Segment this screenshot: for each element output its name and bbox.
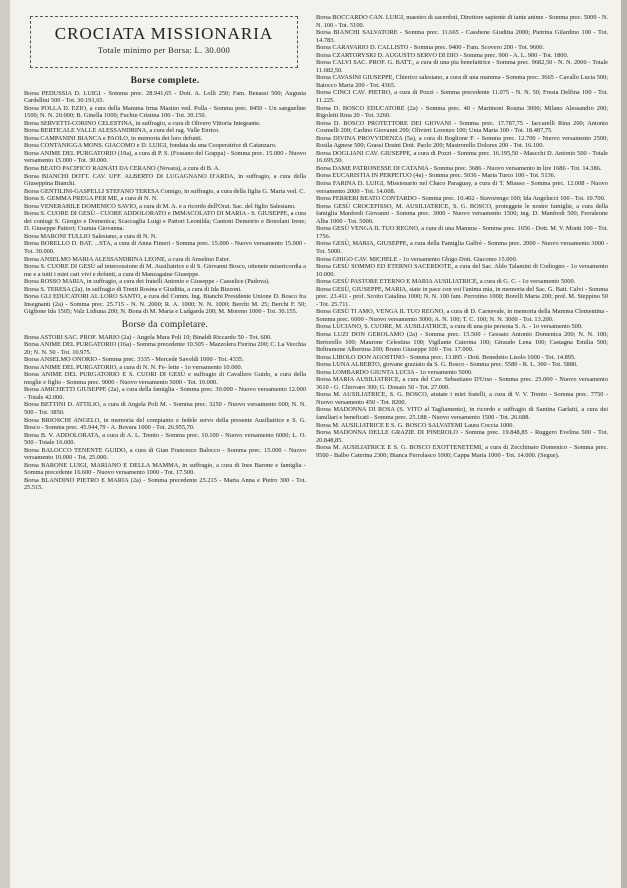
borsa-entry: Borsa ANIME DEL PURGATORIO (16a) - Somma precedente 10.505 - Mazzolera Fiorina 200; C. La Vecchia 20; N. N. 50 - Tot. 10.975. — [24, 341, 306, 356]
borsa-entry: Borsa SERVETTI-CORINO CELESTINA, in suffragio, a cura di Olivero Vittoria Integrante. — [24, 119, 261, 127]
borsa-entry: Borsa LIBOLO DON AGOSTINO - Somma prec. 13.895 - Dott. Benedetto Lisolo 1000 - Tot. 14.895. — [316, 353, 576, 361]
borsa-entry: Borsa CAMPANINI BIANCA e PAOLO, in memoria dei loro defunti. — [24, 134, 203, 142]
borsa-entry: Borsa CINCI CAV. PIETRO, a cura di Pozzi - Somma precedente 11.075 - N. N. 50; Fresia Delfina 100 - Tot. 11.225. — [316, 89, 608, 105]
borsa-entry: Borsa BIANCHI SALVATORE - Somma prec. 11.665 - Cassbene Giuditta 2000; Pietrina Gilardino 100 - Tot. 14.783. — [316, 29, 608, 44]
section-title-incomplete: Borse da completare. — [121, 319, 209, 330]
borsa-entry: Borsa AMICHETTI GIUSEPPE (2a), a cura della famiglia - Somma prec. 30.000 - Nuovo versamento 12.000 - Totale 42.000. — [24, 386, 306, 401]
borsa-entry: Borsa ANIME DEL PURGATORIO E S. CUORI DI GESÙ e suffragio di Cavallero Guido, a cura della moglie e figlio - Somma prec. 9000 - Nuovo versamento 5000 - Tot. 10.000. — [24, 371, 306, 386]
borsa-entry: Borsa POLLA D. EZIO, a cura della Mamma Irma Masino ved. Polla - Somma prec. 8450 - Un sangueline 1500; N. N. 20.000; B. Ginella 1000; Fuchin Cristina 100 - Tot. 30.150. — [24, 104, 306, 120]
left-column — [24, 14, 306, 492]
borsa-entry: Borsa BERTICALE VALLE ALESSANDRINA, a cura del rag. Valle Enrico. — [24, 127, 220, 135]
borsa-entry: Borsa D. BOSCO EDUCATORE (2a) - Somma prec. 40 - Martinoni Rosina 3000; Milano Alessandro 200; Rigoletti Rina 20 - Tot. 3260. — [316, 104, 608, 120]
borsa-entry: Borsa BRIOSCHI ANGELO, in memoria del compianto e fedele servo della presente Ausiliatrice e S. G. Bosco - Somma prec. 45.944,79 - A. Bovara 1000 - Tot. 26.955,70. — [24, 416, 306, 432]
borsa-entry: Borsa CARAVARIO D. CALLISTO - Somma prec. 9400 - Fam. Scovero 200 - Tot. 9600. — [316, 44, 544, 52]
right-column — [316, 14, 608, 459]
borsa-entry: Borsa BIANCHI DOTT. CAV. UFF. ALBERTO DI LUGAGNANO D'ARDA, in suffragio, a cura della Giuseppina Bianchi. — [24, 172, 306, 188]
borsa-entry: Borsa PEDUSSIA D. LUIGI - Somma prec. 28.941,65 - Dott. A. Lolli 250; Fam. Benassi 500; Augusta Cardellini 500 - Tot. 30.191,65. — [24, 89, 306, 105]
borsa-entry: Borsa S. TERESA (2a), in suffragio di Trenti Rosina e Giuditta, a cura di Ida Bizzoni. — [24, 285, 242, 293]
borsa-entry: Borsa GESÙ PASTORE ETERNO E MARIA AUSILIATRICE, a cura di G. C. - 1o versamento 5000. — [316, 278, 576, 286]
borsa-entry: Borsa MARONI TULLIO Salesiano, a cura di N. N. — [24, 232, 157, 240]
borsa-entry: Borsa CONTANIGGA MONS. GIACOMO e D. LUIGI, fondata da una Cooperatrice di Catanzaro. — [24, 142, 277, 150]
borsa-entry: Borsa GESÙ TI AMO, VENGA IL TUO REGNO, a cura di D. Carnevale, in memoria della Mamma Clementina - Somma prec. 6000 - Nuovo versamento 3000; A. N. 100; T. C. 100; N. N. 3000 - Tot. 13.200. — [316, 308, 608, 323]
borsa-entry: Borsa ANSELMO ONORIO - Somma prec. 3335 - Mercede Savoldi 1000 - Tot. 4335. — [24, 356, 244, 364]
borsa-entry: Borsa GLI EDUCATORI AL LORO SANTO, a cura del Comm. Ing. Bianchi Presidente Unione D. Bosco fra Insegnanti (2a) - Somma prec. 25.715 - N. N. 2000; R. A. 1000; N. N. 1000; Berchi M. 25; Berchi F. 50; Giglione Ida 1505; Valz Lidiuna 200; N. Bona di M. Maria e Ludgarda 200; M. Moreno 1000 - Tot. 30.155. — [24, 293, 306, 316]
borsa-entry: Borsa LUNA ALBERTO, giovane graziato da S. G. Bosco - Somma prec. 5580 - R. L. 300 - Tot. 5880. — [316, 361, 578, 369]
borsa-entry: Borsa BETTINI D. ATTILIO, a cura di Angela Poli M. - Somma prec. 3250 - Nuovo versamento 600; N. N. 500 - Tot. 3850. — [24, 401, 306, 416]
borsa-entry: Borsa MADONNA DI ROSA (S. VITO al Tagliamento), in ricordo e suffragio di Santina Garlatti, a cura dei familiari e beneficati - Somma prec. 25.188 - Nuovo versamento 1500 - Tot. 26.688. — [316, 406, 608, 421]
borsa-entry: Borsa S. CUORE DI GESÙ ad intercessione di M. Ausiliatrice e di S. Giovanni Bosco, ottenete misericordia a me e a tutti i miei cari vivi e defunti, a cura di Manzagaine Giuseppe. — [24, 263, 306, 278]
masthead-title: CROCIATA MISSIONARIA — [54, 24, 274, 43]
masthead-box — [30, 16, 298, 68]
borsa-entry: Borsa ANIME DEL PURGATORIO, a cura di N. N. Fe- lette - 1o versamento 10.000. — [24, 363, 243, 371]
page-binding-shadow — [0, 0, 10, 888]
borsa-entry: Borsa MARIA AUSILIATRICE, a cura del Cav. Sebastiano D'Urso - Somma prec. 25.000 - Nuovo versamento 3610 - G. Chiovaro 300; G. Donato 50 - Tot. 27.000. — [316, 376, 608, 391]
borsa-entry: Borsa MADONNA DELLE GRAZIE DI PINEROLO - Somma prec. 19.848,85 - Ruggero Evelina 500 - Tot. 20.848,85. — [316, 429, 608, 444]
borsa-entry: Borsa CZARTORYSKI D. AUGUSTO SERVO DI DIO - Somma prec. 900 - A. L. 900 - Tot. 1800. — [316, 51, 569, 59]
borsa-entry: Borsa DAME PATRONESSE DI CATANIA - Somma prec. 3686 - Nuovo versamento in lire 1686 - Tot. 14.386. — [316, 164, 602, 172]
borsa-entry: Borsa LUZI DON GEROLAMO (2a) - Somma prec. 15.500 - Gessato Antonio Domenica 200; N. N. 100; Bertorello 100; Maurone Celestina 100; Vigilante Caterina 100; Giraudo Lena 100; Castagna Emilia 500; Beltramone Albertina 200; Bruno Giuseppe 100 - Tot. 17.000. — [316, 330, 608, 354]
section-title-complete: Borse complete. — [130, 76, 200, 86]
borsa-entry: Borsa M. AUSILIATRICE, S. G. BOSCO, aiutate i miei fratelli, a cura di V. V. Trento - Somma prec. 7750 - Nuovo versamento 450 - Tot. 8200. — [316, 391, 608, 406]
borsa-entry: Borsa GENTILINI-GASPELLI STEFANO TERESA Comigo, in suffragio, a cura della figlia G. Maria ved. C. — [24, 187, 306, 195]
borsa-entry: Borsa BORELLO D. BAT. ...STA, a cura di Anna Fimeri - Somma prec. 15.000 - Nuovo versamento 15.000 - Tot. 30.000. — [24, 240, 306, 256]
borsa-entry: Borsa S. GEMMA PREGA PER ME, a cura di N. N. — [24, 195, 158, 203]
borsa-entry: Borsa EUCARISTIA IN PERPETUO (4a) - Somma prec. 5036 - Maria Turco 100 - Tot. 5136. — [316, 172, 556, 180]
page-edge-shadow — [621, 0, 627, 888]
borsa-entry: Borsa CALVI SAC. PROF. G. BATT., a cura di una pia benefattrice - Somma prec. 9682,50 - N. N. 2000 - Totale 11.682,50. — [316, 59, 608, 74]
borsa-entry: Borsa BALOCCO TENENTE GUIDO, a cura di Gian Francesco Balocco - Somma prec. 15.000 - Nuovo versamento 10.000 - Tot. 25.000. — [24, 446, 306, 462]
borsa-entry: Borsa DIVINA PROVVIDENZA (5a), a cura di Boglione F. - Somma prec. 12.700 - Nuovo versamento 2500; Rosila Agnese 500; Grassi Draini Dott. Paolo 200; Mastrorello Dolores 200 - Tot. 16.100. — [316, 134, 608, 150]
borsa-entry: Borsa GESÙ VENGA IL TUO REGNO, a cura di una Mamma - Somma prec. 1656 - Dott. M. V. Monti 100 - Tot. 1756. — [316, 225, 608, 240]
borsa-entry: Borsa GESÙ, GIUSEPPE, MARIA, siate in pace con voi l'anima mia, in memoria del Sac. G. Batt. Calvi - Somma prec. 23.411 - prof. Scotto Catalina 1000; N. N. 100 fam. Perrotino 1000; Borelli Maria 200; prof. M. Steppino 50 - Tot. 25.711. — [316, 285, 608, 308]
incomplete-list — [24, 334, 306, 492]
borsa-entry: Borsa VENERABILE DOMENICO SAVIO, a cura di M. A. e a ricordo dell'Orat. Sac. del figlio Salesiano. — [24, 202, 296, 210]
borsa-entry: Borsa B. V. ADDOLORATA, a cura di A. L. Trento - Somma prec. 10.100 - Nuovo versamento 6000; L. O. 500 - Totale 16.600. — [24, 431, 306, 447]
borsa-entry: Borsa M. AUSILIATRICE E S. G. BOSCO EXOTTENETEMI, a cura di Zecchinato Domenico - Somma prec. 9500 - Balbo Caterina 2300; Bianca Ferrolasco 1000; Cappa Maria 1000 - Tot. 14.000. (Segue). — [316, 444, 608, 459]
borsa-entry: Borsa FARINA D. LUIGI, Missionario nel Chaco Paraguay, a cura di T. Miasso - Somma prec. 12.008 - Nuovo versamento 2000 - Tot. 14.008. — [316, 180, 608, 195]
borsa-entry: Borsa ASTORI SAC. PROF. MARIO (2a) - Angela Mara Poli 10; Binaldi Riccardo 50 - Tot. 600. — [24, 333, 272, 341]
borsa-entry: Borsa GESÙ CROCEFISSO, M. AUSILIATRICE, S. G. BOSCO, proteggete le nostre famiglie, a cura della famiglia Manfredi Giovanni - Somma prec. 3000 - Nuovo versamento 1500; ing. D. Manfredi 500; Ferraleone Alba 1000 - Tot. 5000. — [316, 202, 608, 225]
incomplete-list-continued — [316, 14, 608, 459]
borsa-entry: Borsa ANSELMO MARIA ALESSANDRINA LEONE, a cura di Anselmo Ester. — [24, 255, 230, 263]
masthead-subtitle: Totale minimo per Borsa: L. 30.000 — [97, 45, 231, 55]
borsa-entry: Borsa BLANDINO PIETRO E MARIA (2a) - Somma precedente 25.215 - Marta Anna e Pietro 300 - Tot. 25.515. — [24, 476, 306, 492]
borsa-entry: Borsa FERRERI BEATO CONTARDO - Somma prec. 10.402 - Stavorengo 100; Ida Angelucci 100 - Tot. 10.700. — [316, 195, 606, 203]
borsa-entry: Borsa LUCIANO, S. CUORE, M. AUSILIATRICE, a cura di una pia persona S. A. - 1o versamento 500. — [316, 323, 583, 331]
borsa-entry: Borsa ANIME DEL PURGATORIO (19a), a cura di P. S. (Fossano del Grappa) - Somma prec. 15.000 - Nuovo versamento 15.000 - Tot. 30.000. — [24, 149, 306, 165]
borsa-entry: Borsa CAVASINI GIUSEPPE, Chierico salesiano, a cura di una mamma - Somma prec. 3665 - Cavallo Lucia 500; Batocco Maria 200 - Tot. 4365. — [316, 74, 608, 89]
borsa-entry: Borsa GESÙ SOMMO ED ETERNO SACERDOTE, a cura del Sac. Aldo Talamini di Codiogno - 1o versamento 10.000. — [316, 263, 608, 278]
borsa-entry: Borsa BARONE LUIGI, MARIANO E DELLA MAMMA, in suffragio, a cura di Ines Barone e famiglia - Somma precedente 16.600 - Nuovo versamento 1000 - Tot. 17.500. — [24, 461, 306, 477]
borsa-entry: Borsa D. BOSCO PROTETTORE DEI GIOVANI - Somma prec. 17.787,75 - Iaccarelli Rina 200; Antonio Cosmelli 200; Carlino Giovanni 200; Olivieri Lorenzo 100; Unia Maria 100 - Tot. 18.487,75. — [316, 119, 608, 135]
borsa-entry: Borsa DOGLIANI CAV. GIUSEPPE, a cura di Pozzi - Somma prec. 16.195,50 - Mascchi D. Antonio 500 - Totale 16.695,50. — [316, 149, 608, 165]
borsa-entry: Borsa GHIGO CAV. MICHELE - 1o versamento Ghigo Dott. Giacomo 15.000. — [316, 255, 518, 263]
borsa-entry: Borsa BOCCARDO CAN. LUIGI, maestro di sacerdoti, Direttore sapiente di tante anime - Somma prec. 5000 - N. N. 100 - Tot. 5100. — [316, 14, 608, 29]
borsa-entry: Borsa GESÙ, MARIA, GIUSEPPE, a cura della Famiglia Galfrè - Somma prec. 2000 - Nuovo versamento 3000 - Tot. 5000. — [316, 240, 608, 255]
borsa-entry: Borsa BEATO PACIFICO RAINATI DA CERANO (Novara), a cura di B. A. — [24, 165, 220, 173]
borsa-entry: Borsa S. CUORE DI GESÙ - CUORE ADDOLORATO e IMMACOLATO DI MARIA - S. GIUSEPPE, a cura dei coniugi S. Giorgio e Domenica; Scaccaglia Luigi e Pattori Leonilda; Cantoni Demetrio e Bonolani Irene; D. Giuseppe Pattori; Cramia Giovanna. — [24, 210, 306, 233]
complete-list — [24, 90, 306, 316]
borsa-entry: Borsa M. AUSILIATRICE E S. G. BOSCO SALVATEMI Laura Coccia 1000. — [316, 421, 515, 429]
borsa-entry: Borsa ROSSO MARIA, in suffragio, a cura dei fratelli Antonio e Giuseppe - Casselice (Padova). — [24, 278, 270, 286]
borsa-entry: Borsa LOMBARDO GIUNTA LUCIA - 1o versamento 5000. — [316, 368, 473, 376]
